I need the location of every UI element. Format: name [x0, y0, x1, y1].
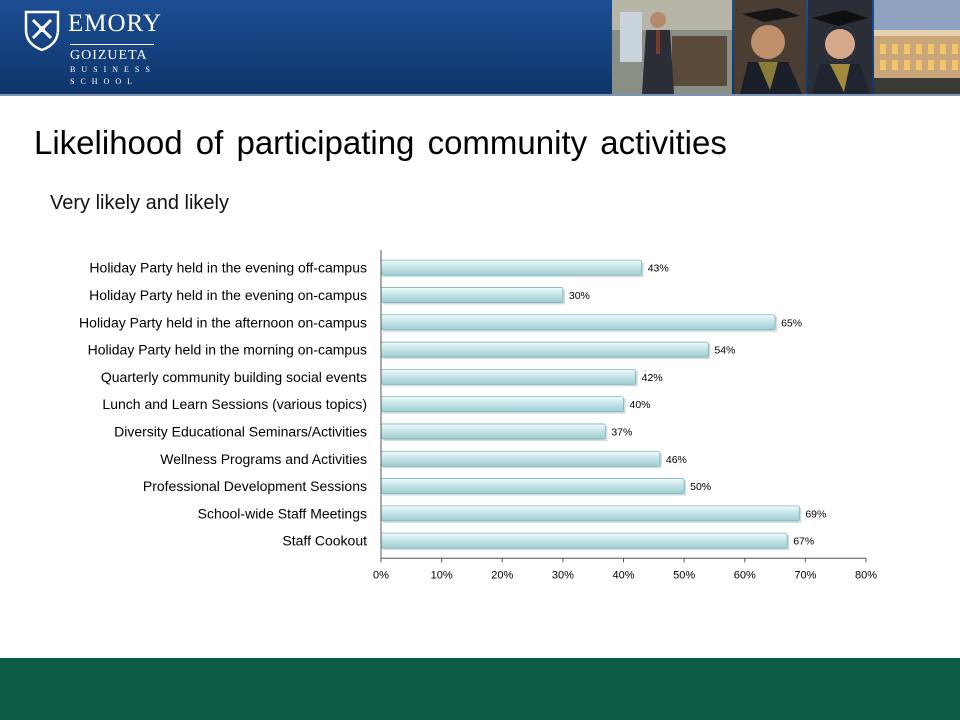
- category-label: Lunch and Learn Sessions (various topics): [102, 396, 367, 413]
- presenter-photo: [612, 0, 732, 94]
- x-tick-label: 60%: [733, 569, 756, 582]
- data-label: 30%: [568, 289, 590, 302]
- data-label: 67%: [793, 535, 815, 548]
- data-label: 54%: [714, 344, 736, 357]
- logo-school: SCHOOL: [70, 77, 139, 86]
- data-label: 42%: [641, 371, 663, 384]
- x-tick-label: 30%: [551, 569, 574, 582]
- bar: [381, 260, 642, 275]
- category-label: Holiday Party held in the evening on-campus: [89, 286, 367, 303]
- category-label: Holiday Party held in the afternoon on-campus: [79, 314, 367, 331]
- category-labels: [79, 260, 367, 549]
- bar: [381, 506, 799, 521]
- data-label: 69%: [805, 508, 827, 521]
- graduate-photo: [808, 0, 872, 94]
- data-label: 37%: [611, 426, 633, 439]
- bar: [381, 315, 775, 330]
- emory-shield-icon: [22, 8, 62, 52]
- x-tick-label: 0%: [373, 569, 389, 582]
- category-label: Holiday Party held in the morning on-campus: [87, 341, 367, 358]
- category-label: Staff Cookout: [282, 532, 367, 549]
- category-label: Holiday Party held in the evening off-campus: [89, 259, 367, 276]
- category-label: Wellness Programs and Activities: [160, 450, 367, 467]
- x-tick-label: 50%: [673, 569, 696, 582]
- emory-goizueta-logo[interactable]: [22, 6, 172, 90]
- bar: [381, 533, 787, 548]
- category-label: Diversity Educational Seminars/Activities: [114, 423, 367, 440]
- category-label: School-wide Staff Meetings: [197, 505, 367, 522]
- x-tick-label: 40%: [612, 569, 635, 582]
- bar: [381, 451, 660, 466]
- x-tick-label: 80%: [854, 569, 878, 582]
- category-label: Quarterly community building social events: [100, 368, 367, 385]
- data-label: 65%: [781, 317, 803, 330]
- graduate-photo: [734, 0, 806, 94]
- logo-goizueta: GOIZUETA: [70, 48, 148, 63]
- page-title: Likelihood of participating community activities: [34, 124, 727, 161]
- campus-building-photo: [874, 0, 960, 94]
- data-label: 46%: [665, 453, 687, 466]
- bar: [381, 342, 708, 357]
- logo-divider: [70, 44, 154, 45]
- x-tick-label: 10%: [430, 569, 453, 582]
- bar: [381, 479, 684, 494]
- x-tick-label: 70%: [794, 569, 817, 582]
- header-photo-strip: [612, 0, 960, 94]
- header-banner: [0, 0, 960, 96]
- footer-band: [0, 658, 960, 720]
- bar: [381, 397, 624, 412]
- bars-group: [381, 260, 801, 550]
- data-label: 50%: [690, 481, 712, 494]
- x-tick-labels: [373, 569, 877, 581]
- bar: [381, 424, 605, 439]
- bar: [381, 287, 563, 302]
- data-label: 40%: [629, 399, 651, 412]
- data-label: 43%: [647, 262, 669, 275]
- x-tick-label: 20%: [491, 569, 514, 582]
- category-label: Professional Development Sessions: [142, 478, 367, 495]
- logo-emory: EMORY: [68, 10, 162, 37]
- logo-business: BUSINESS: [70, 65, 156, 74]
- chart-subtitle: Very likely and likely: [50, 192, 229, 214]
- bar: [381, 369, 636, 384]
- bar-chart: [0, 240, 960, 590]
